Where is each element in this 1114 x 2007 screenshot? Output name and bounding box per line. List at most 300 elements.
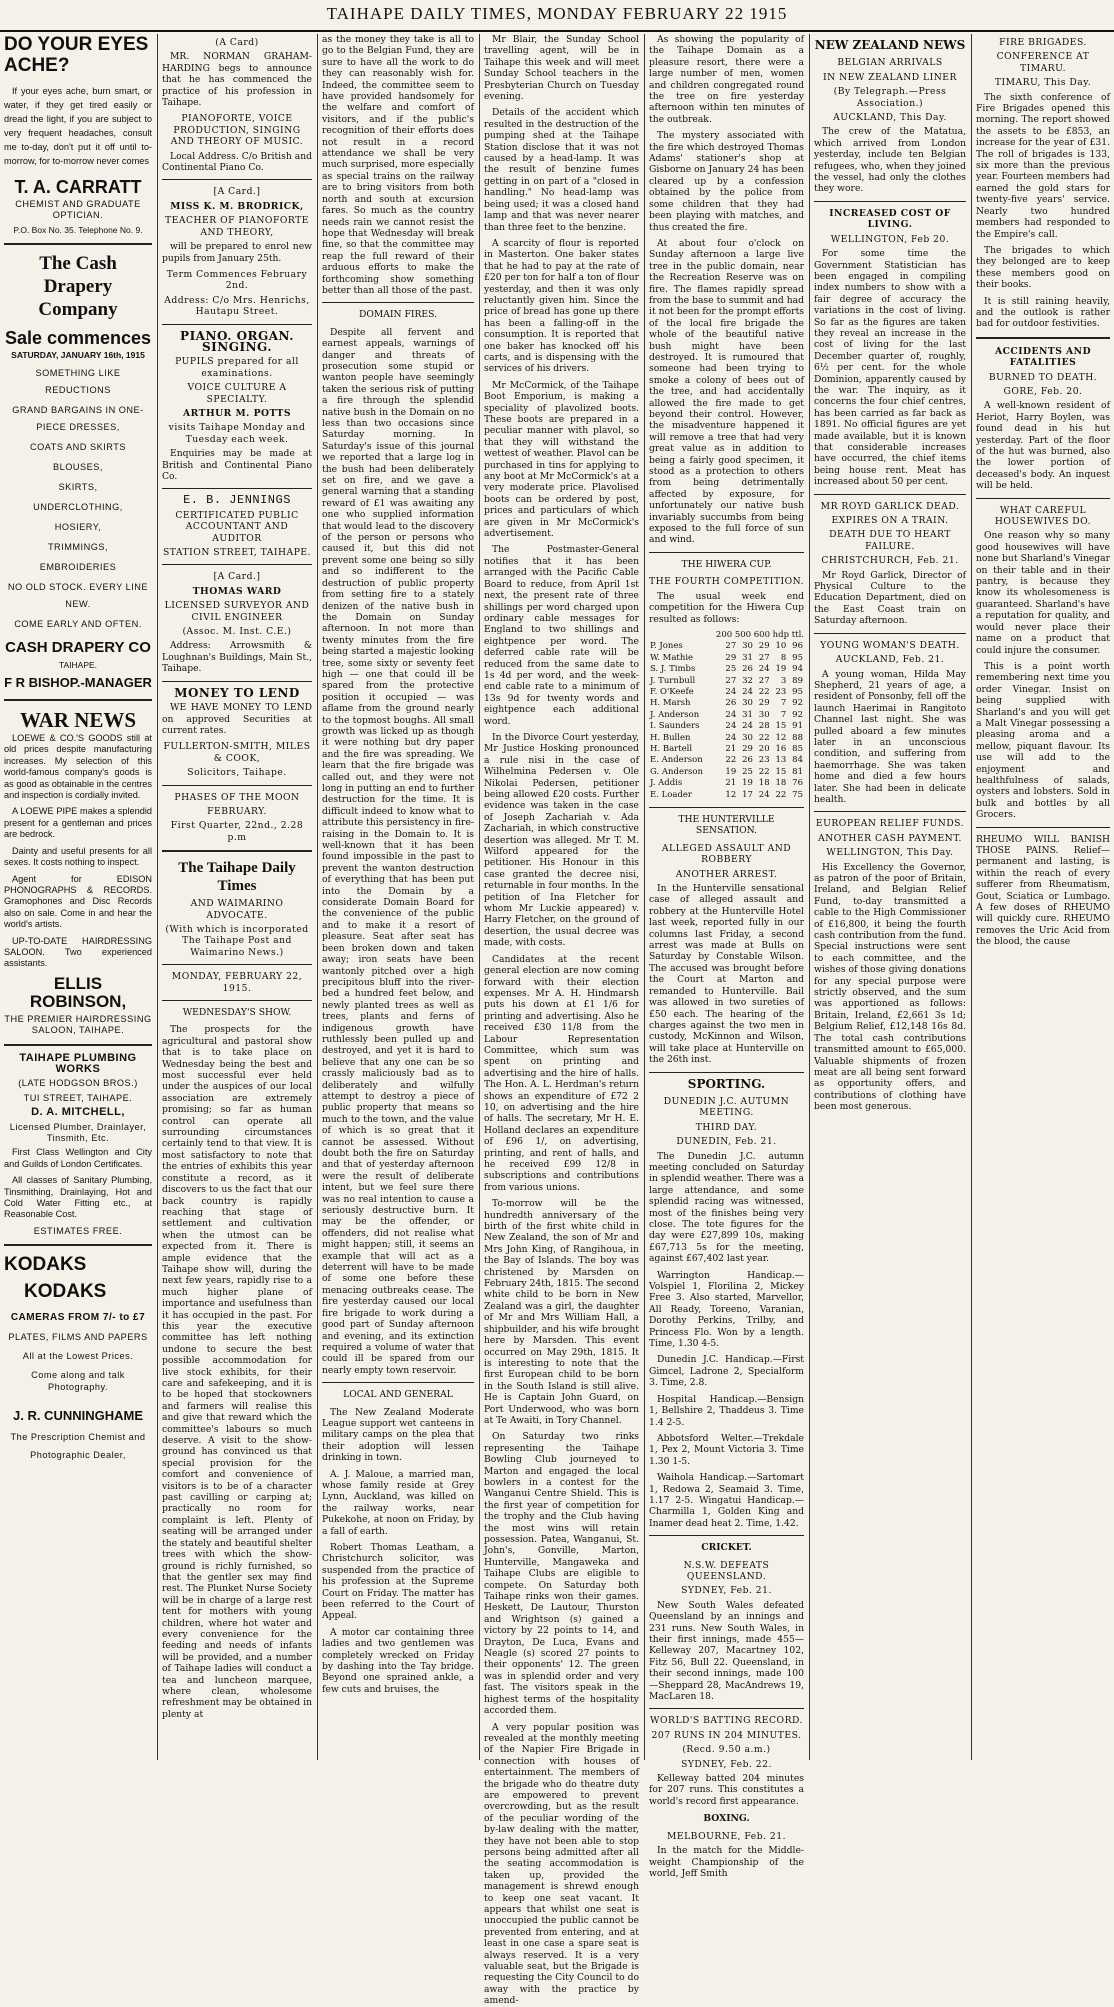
ad-war-dainty: Dainty and useful presents for all sexes. It costs nothing to inspect. — [4, 845, 152, 868]
ad-cash-co: CASH DRAPERY CO — [5, 638, 151, 656]
scores-cell: P. Jones — [650, 641, 683, 652]
ad-carratt-sub: CHEMIST AND GRADUATE OPTICIAN. — [15, 199, 141, 221]
scores-cell: 22 — [775, 789, 787, 800]
ad-ellis-name: ELLIS ROBINSON, — [29, 973, 127, 1011]
scores-row — [649, 721, 804, 732]
ad-sale-item: BLOUSES, — [53, 461, 103, 472]
article-body: For some time the Government Statistician has been engaged in compiling index numbers to show with a fair degree of accuracy the variations in the cost of living. So far as the figures are taken they reveal an increase in the cost of living for the last December quarter of, roughly, 6½ per cent. for the whole Dominion, apparently caused by the war. The inquiry, as it concerns the four chief centres, has been carried as far back as 1891. No official figures are yet made available, but it is known that considerable increases have occurred, the chief items being house rent. Meat has increased about 50 per cent. — [814, 248, 966, 488]
article-body: Mr Royd Garlick, Director of Physical Culture to the Education Department, died on the East Coast train on Saturday afternoon. — [814, 569, 966, 627]
scores-cell: 26 — [725, 698, 737, 709]
column-rule — [479, 34, 480, 1760]
card-potts-enq: Enquiries may be made at British and Continental Piano Co. — [162, 448, 312, 482]
scores-cell: 13 — [775, 755, 787, 766]
scores-cell: 24 — [725, 721, 737, 732]
article-body: A young woman, Hilda May Shepherd, 21 years of age, a resident of Ponsonby, fell off the launch Haerimai in Rangitoto Channel last night. She was pulled aboard a few minutes later in an unconscious condition, and suffering from haemorrhage. She was taken home and died a few hours later. She had been in delicate health. — [814, 668, 966, 805]
scores-cell: 26 — [742, 664, 753, 675]
divider — [322, 302, 474, 303]
scores-cell: 85 — [792, 743, 803, 754]
ad-carratt-box: P.O. Box No. 35. Telephone No. 9. — [13, 224, 143, 235]
scores-header: 200 500 600 hdp ttl. — [715, 629, 804, 640]
divider — [162, 1000, 312, 1001]
scores-cell: 25 — [725, 664, 737, 675]
ad-sale-date: SATURDAY, JANUARY 16th, 1915 — [11, 350, 145, 361]
scores-cell: I. Saunders — [650, 721, 700, 732]
scores-cell: H. Bartell — [650, 743, 693, 754]
ad-sale: Sale commences — [4, 328, 152, 349]
article-heading: MR ROYD GARLICK DEAD. — [820, 500, 960, 512]
article-body: The usual week end competition for the Hiwera Cup resulted as follows: — [649, 590, 804, 625]
scores-cell: 27 — [725, 641, 737, 652]
article-body: Kelleway batted 204 minutes for 207 runs. This constitutes a world's record first appearance. — [649, 1773, 804, 1807]
scores-cell: 10 — [775, 641, 787, 652]
column-6 — [814, 34, 966, 1760]
scores-cell: 84 — [792, 755, 803, 766]
article-body: Robert Thomas Leatham, a Christchurch solicitor, was suspended from the practice of his profession at the Supreme Court on Friday. The matter has been referred to the Court of Appeal. — [322, 1542, 474, 1622]
column-5 — [649, 34, 805, 1879]
scores-cell: 30 — [742, 732, 753, 743]
ad-sale-item: GRAND BARGAINS IN ONE-PIECE DRESSES, — [12, 404, 144, 432]
ad-plumb-street: TUI STREET, TAIHAPE. — [23, 1092, 133, 1103]
article-body: Mr McCormick, of the Taihape Boot Emporium, is making a speciality of plavolized boots. These boots are prepared in a peculiar manner with plavol, so that they will withstand the wettest of weather. Plavol can be purchased in tins for applying to any boot at Mr McCormick's at a very moderate price. Plavolised boots can be ordered by post, prices and particulars of which are given in Mr McCormick's advertisement. — [484, 379, 639, 540]
dateline: TIMARU, This Day. — [994, 77, 1092, 89]
ad-sale-item: EMBROIDERIES — [39, 561, 117, 572]
ad-plumb-all: All classes of Sanitary Plumbing, Tinsmithing, Drainlaying, Hot and Cold Water Fitting etc., at Reasonable Cost. — [4, 1175, 152, 1220]
ad-eyes-title: DO YOUR EYES ACHE? — [4, 34, 149, 76]
article-body: A motor car containing three ladies and two gentlemen was completely wrecked on Friday by dashing into the Tay bridge. Beyond one sprained ankle, a few cuts and bruises, the — [322, 1626, 474, 1695]
article-body: Dunedin J.C. Handicap.—First Gimcel, Ladrone 2, Specialform 3. Time, 2.8. — [649, 1354, 804, 1389]
scores-cell: 95 — [792, 686, 803, 697]
divider — [976, 498, 1110, 499]
article-subheading: THIRD DAY. — [695, 1121, 758, 1133]
scores-row — [649, 641, 804, 652]
article-heading: DUNEDIN J.C. AUTUMN MEETING. — [663, 1095, 790, 1119]
divider — [649, 1072, 804, 1073]
paper-sub: AND WAIMARINO ADVOCATE. — [190, 898, 284, 921]
article-subheading: EXPIRES ON A TRAIN. — [831, 515, 949, 527]
card-ward: THOMAS WARD — [192, 585, 282, 597]
card-brodrick-addr: Address: C/o Mrs. Henrichs, Hautapu Street. — [164, 294, 310, 318]
scores-cell: 32 — [742, 675, 753, 686]
article-body: New South Wales defeated Queensland by an innings and 231 runs. New South Wales, in their first innings, made 455—Kelleway 207, Macartney 102, Fitz 56, Bull 22. Queensland, in their second innings, made 100—Sheppard 28, MacAndrews 19, MacLaren 18. — [649, 1599, 804, 1703]
ad-sale-item: UNDERCLOTHING, — [33, 501, 123, 512]
moon-quarter: First Quarter, 22nd., 2.28 p.m — [170, 820, 304, 843]
article-body: Warrington Handicap.—Volspiel 1, Florilina 2, Mickey Free 3. Also started, Marvellor, All Ready, Toreeno, Varanian, Dorothy Perkins, Trilby, and Princess Flo. Won by a length. Time, 1.30 4-5. — [649, 1269, 804, 1350]
column-7 — [976, 34, 1110, 1760]
ad-rheumo: RHEUMO WILL BANISH THOSE PAINS. Relief—permanent and lasting, is within the reach of every sufferer from Rheumatism, Gout, Sciatica or Lumbago. A few doses of RHEUMO will quickly cure. RHEUMO removes the Uric Acid from the blood, the cause — [976, 833, 1110, 948]
article-body: One reason why so many good housewives will have none but Sharland's Vinegar on their table and in their pantry, is because they know its wholesomeness is guaranteed. Sharland's have a reputation for quality, and would never place their name on a product that could injure the consumer. — [976, 530, 1110, 656]
article-body: The mystery associated with the fire which destroyed Thomas Adams' stationer's shop at Gisborne on January 24 has been cleared up by a confession obtained by the police from some children that they had been playing with matches, and thus created the fire. — [649, 130, 804, 233]
article-body: In the Divorce Court yesterday, Mr Justice Hosking pronounced a rule nisi in the case of Wilhelmina Pedersen v. Ole Nikolai Pedersen, petitioner being allowed £20 costs. Further evidence was taken in the case of Joseph Zachariah v. Ada Zachariah, in which constructive desertion was alleged. Mr T. M. Wilford appeared for the petitioner. His Honour in this case granted the decree nisi, returnable in four months. In the petition of Ina Fletcher for whom Mr Luckie appeared) v. Harry Fletcher, on the ground of desertion, the usual decree was made, with costs. — [484, 731, 639, 949]
ad-sale-item: SKIRTS, — [58, 481, 98, 492]
scores-cell: 31 — [742, 709, 753, 720]
scores-cell: S. J. Timbs — [650, 664, 696, 675]
divider — [162, 850, 312, 852]
article-body: The Dunedin J.C. autumn meeting concluded on Saturday in splendid weather. There was a large attendance, and some splendid racing was witnessed, most of the finishes being very close. The tote figures for the day were £27,899 10s, making £67,713 5s for the meeting, against £67,402 last year. — [649, 1150, 804, 1265]
article-body: On Saturday two rinks representing the Taihape Bowling Club journeyed to Marton and engaged the local bowlers in a contest for the Wanganui Centre Shield. This is the first year of competition for the trophy and the Club having the most wins will retain possession. Patea, Wanganui, St. John's, Gonville, Marton, Hunterville, Mangaweka and Taihape Clubs are eligible to compete. On Saturday both Taihape rinks won their games. Heskett, De Lautour, Thurston and Wrightson (s) gained a victory by 22 points to 14, and Drayton, De Luca, Evans and Neagle (s) scored 27 points to their opponents' 12. The green was in splendid order and very fast. The visitors speak in the highest terms of the hospitality accorded them. — [484, 1431, 639, 1717]
article-body: The prospects for the agricultural and pastoral show that is to take place on Wednesday being the best and most successful ever held under the auspices of our local association are extremely promising; so far as human control can operate all surrounding circumstances certainly tend to that view. It is most satisfactory to note that the entries of exhibits this year constitute a record, as it discovers to us the fact that our back country is rapidly reaching that stage of settlement and cultivation when the utmost can be expected from it. There is ample evidence that the Taihape show will, during the next few years, rapidly rise to a much higher plane of importance and usefulness than it has occupied in the past. For this year the executive committee has left nothing undone to secure the best possible accommodation for live stock exhibits, for their care and safekeeping, and it is to be hoped that stockowners and farmers will realise this and give that reward which the committee's labours so much deserve. A visit to the show-ground has convinced us that special provision for the comfort and convenience of visitors is to be of a character past cavilling or carping at; practically no room for complaint is left. Plenty of seating will be arranged under the stately and beautiful shelter trees with which the show-ground is richly furnished, so that the gentler sex may find rest. The Plunket Nurse Society will be in charge of a large rest tent for mothers with young children, where hot water and every convenience for the feeding and needs of infants will be provided, and a number of Taihape ladies will conduct a tea and luncheon marquee, where clean, wholesome refreshment may be obtained in plenty at — [162, 1024, 312, 1720]
article-body: Despite all fervent and earnest appeals, warnings of danger and threats of prosecution some stupid or wanton people have seemingly taken the serious risk of putting a fire through the splendid native bush in the Domain on no less than two occasions since Saturday morning. In Saturday's issue of this journal we reported that a large log in the bush had been deliberately set on fire, and we gave a general warning that a standing reward of £1 was awaiting any one who supplied information that would lead to the discovery of the person or persons who caused it, but this did not prevent some one being so silly and so indifferent to the destruction of public property from setting fire to a stately denizen of the native bush in the Domain on Sunday afternoon. In not more than twenty minutes from the fire being started a majestic looking tree, some sixty or seventy feet high — one that could ill be spared from the protective position it occupied — was aflame from the ground nearly to the topmost boughs. All small growth was licked up as though it were nothing but dry paper and the fire was spreading. We learn that the fire brigade was called out, and they were not long in putting an end to further destruction for the time. It is difficult indeed to know what to attribute this persistency in fire-raising in the Domain to. It is well-known that it has been found impossible in the past to prevent the wanton destruction of everything that has been put into the Domain by a considerate Domain Board for the convenience of the public and to make it a resort of pleasure. Seat after seat has been broken down and taken away; iron seats have been wantonly pitched over a high precipitous bluff into the river-bed a hundred feet below, and newly planted trees as well as trees, plants and ferns of indigenous growth have ruthlessly been pulled up and destroyed, and yet it is hard to believe that any one can be so crassly maliciously bad as to deliberately and wilfully attempt to destroy a piece of public property that means so much to the town, and the value of which is so great that it cannot be assessed. Without doubt both the fire on Saturday and that of yesterday afternoon were the result of deliberate intent, but we feel sure there was no real intention to cause a seriously destructive burn. It may be the offender, or offenders, did not realise what might happen; still, it seems an example that will act as a deterrent will have to be made of some one before these menacing outbreaks cease. The fire yesterday caused our local fire brigade to work during a good part of Sunday afternoon and evening, and its extinction required a volume of water that could ill be spared from our nearly empty town reservoir. — [322, 326, 474, 1376]
scores-cell: J. Turnbull — [650, 675, 696, 686]
scores-cell: 24 — [725, 732, 737, 743]
article-heading: DOMAIN FIRES. — [358, 309, 438, 321]
article-heading: THE HIWERA CUP. — [681, 558, 772, 570]
scores-cell: J. Anderson — [650, 709, 700, 720]
scores-cell: 75 — [792, 789, 803, 800]
ad-come: Come along and talk Photography. — [31, 1370, 125, 1392]
card-jennings-street: STATION STREET, TAIHAPE. — [162, 547, 311, 559]
scores-cell: 23 — [775, 686, 787, 697]
article-heading: WHAT CAREFUL HOUSEWIVES DO. — [994, 504, 1092, 528]
card-ward-assoc: (Assoc. M. Inst. C.E.) — [182, 626, 292, 638]
card-label: (A Card) — [215, 37, 259, 48]
scores-cell: 28 — [758, 721, 770, 732]
divider — [976, 337, 1110, 339]
scores-row — [649, 767, 804, 778]
ad-kodaks-1: KODAKS — [4, 1254, 87, 1276]
scores-row — [649, 778, 804, 789]
card-piano: PIANO. ORGAN. SINGING. — [180, 328, 294, 354]
scores-cell: 7 — [780, 698, 787, 709]
scores-cell: 22 — [758, 686, 770, 697]
divider — [814, 494, 966, 495]
card-brodrick-body: will be prepared to enrol new pupils from January 25th. — [162, 241, 312, 264]
ad-carratt-name: T. A. CARRATT — [14, 177, 142, 197]
scores-cell: 29 — [758, 698, 770, 709]
scores-cell: 17 — [742, 789, 753, 800]
section-heading: CRICKET. — [701, 1542, 752, 1554]
divider — [162, 564, 312, 565]
scores-cell: 15 — [775, 721, 787, 732]
scores-cell: 26 — [742, 755, 753, 766]
ad-sale-item: HOSIERY, — [54, 521, 102, 532]
scores-cell: 7 — [780, 709, 787, 720]
divider — [814, 811, 966, 812]
divider — [162, 964, 312, 965]
scores-cell: 18 — [758, 778, 770, 789]
article-heading: WORLD'S BATTING RECORD. — [650, 1715, 803, 1727]
scores-cell: W. Mathie — [650, 652, 694, 663]
scores-cell: 27 — [758, 652, 770, 663]
scores-cell: 22 — [725, 755, 737, 766]
column-rule — [157, 34, 158, 1760]
scores-cell: 92 — [792, 709, 803, 720]
ad-plumb-role: Licensed Plumber, Drainlayer, Tinsmith, Etc. — [9, 1121, 147, 1143]
ad-sale-item: COME EARLY AND OFTEN. — [14, 618, 142, 629]
column-1-ads — [4, 34, 152, 1760]
scores-table — [649, 641, 804, 801]
divider — [976, 827, 1110, 828]
scores-cell: 3 — [780, 675, 787, 686]
scores-cell: 23 — [758, 755, 770, 766]
scores-cell: 12 — [725, 789, 737, 800]
card-fuller: FULLERTON-SMITH, MILES & COOK, — [163, 741, 311, 764]
article-body: As showing the popularity of the Taihape Domain as a pleasure resort, there were a large number of men, women and children congregated round the tree on fire yesterday afternoon within ten minutes of the outbreak. — [649, 34, 804, 125]
ad-ellis-sub: THE PREMIER HAIRDRESSING SALOON, TAIHAPE. — [4, 1013, 152, 1036]
ad-plumb-late: (LATE HODGSON BROS.) — [18, 1078, 138, 1089]
scores-cell: 24 — [725, 686, 737, 697]
ad-sale-item: NO OLD STOCK. EVERY LINE NEW. — [7, 581, 149, 609]
divider — [162, 179, 312, 180]
scores-cell: J. Addis — [650, 778, 683, 789]
scores-cell: 25 — [742, 766, 753, 777]
scores-cell: 19 — [725, 766, 737, 777]
paper-date: MONDAY, FEBRUARY 22, 1915. — [171, 971, 303, 994]
article-body: A. J. Maloue, a married man, whose family reside at Grey Lynn, Auckland, was killed on the railway works, near Pukekohe, at noon on Friday, by a fall of earth. — [322, 1468, 474, 1537]
article-body: This is a point worth remembering next time you order Vinegar. Insist on being supplied with Sharland's and you will get a Malt Vinegar possessing a pleasing aroma and a mellow, piquant flavour. Its use will add to the enjoyment and healthfulness of salads, oysters and lobsters. Sold in bulk and bottles by all Grocers. — [976, 660, 1110, 821]
article-body: The sixth conference of Fire Brigades opened this morning. The report showed the assets to be £853, an increase for the year of £31. The roll of brigades is 133, six more than the previous year. Fourteen members had earned the gold stars for twenty-five years' service. Nearly two hundred members had responded to the Empire's call. — [976, 91, 1110, 240]
scores-cell: 27 — [725, 675, 737, 686]
ad-war-pipe: A LOEWE PIPE makes a splendid present for a gentleman and prices are bedrock. — [4, 806, 152, 840]
scores-row — [649, 653, 804, 664]
card-harding-sub: PIANOFORTE, VOICE PRODUCTION, SINGING AND THEORY OF MUSIC. — [170, 113, 304, 148]
article-body: A scarcity of flour is reported in Masterton. One baker states that he had to pay at the rate of £20 per ton for half a ton of flour yesterday, and then it was only reluctantly given him. Since the price of bread has gone up there has been a falling-off in the consumption. It is reported that one baker has knocked off his carts, and is dispensing with the services of his drivers. — [484, 237, 639, 375]
dateline: SYDNEY, Feb. 21. — [681, 1585, 772, 1597]
article-body: The brigades to which they belonged are to keep these members good on their books. — [976, 244, 1110, 291]
divider — [4, 243, 152, 245]
dateline: WELLINGTON, Feb 20. — [830, 233, 950, 245]
ad-cash-mgr: F R BISHOP.-MANAGER — [4, 675, 152, 691]
scores-cell: 76 — [792, 778, 803, 789]
article-heading: BURNED TO DEATH. — [988, 371, 1098, 383]
dateline: MELBOURNE, Feb. 21. — [666, 1830, 787, 1842]
divider — [814, 201, 966, 202]
scores-cell: E. Loader — [650, 789, 692, 800]
article-subheading: ANOTHER ARREST. — [675, 868, 778, 880]
scores-row — [649, 755, 804, 766]
ad-sale-item: COATS AND SKIRTS — [30, 441, 126, 452]
scores-cell: 12 — [775, 732, 787, 743]
card-voice: VOICE CULTURE A SPECIALTY. — [187, 382, 287, 405]
divider — [162, 681, 312, 682]
dateline: WELLINGTON, This Day. — [826, 847, 954, 859]
scores-cell: H. Bullen — [650, 732, 691, 743]
article-subheading: DEATH DUE TO HEART FAILURE. — [829, 529, 951, 552]
dateline: AUCKLAND, This Day. — [833, 112, 947, 124]
article-body: A very popular position was revealed at the monthly meeting of the Napier Fire Brigade in connection with houses of entertainment. The members of the brigade who do theatre duty are empowered to prevent overcrowding, but as the result of the peculiar wording of the by-law dealing with the matter, they have not been able to stop persons being admitted after all the seating accommodation is taken up, provided the management is shrewd enough to keep one seat vacant. It appears that whilst one seat is unoccupied the public cannot be prevented from entering, and at least in one case a spare seat is always reserved. It is a very valuable seat, but the Brigade is requesting the City Council to do away with the practice by amend- — [484, 1721, 639, 2007]
column-rule — [971, 34, 972, 1760]
divider — [649, 807, 804, 808]
ad-kodaks-2: KODAKS — [24, 1281, 107, 1303]
divider — [4, 699, 152, 701]
scores-cell: 96 — [792, 641, 803, 652]
ad-plumb-name: D. A. MITCHELL, — [31, 1106, 125, 1119]
card-fuller-sub: Solicitors, Taihape. — [187, 767, 287, 779]
scores-cell: 24 — [725, 709, 737, 720]
article-body: The New Zealand Moderate League support wet canteens in military camps on the plea that their adoption will lessen drinking in town. — [322, 1406, 474, 1464]
moon-heading: PHASES OF THE MOON — [174, 791, 300, 803]
scores-row — [649, 676, 804, 687]
moon-month: FEBRUARY. — [207, 805, 267, 817]
scores-cell: E. Anderson — [650, 755, 703, 766]
scores-cell: 88 — [792, 732, 803, 743]
article-body: Abbotsford Welter.—Trekdale 1, Pex 2, Mount Victoria 3. Time 1.30 1-5. — [649, 1432, 804, 1467]
scores-cell: 20 — [758, 743, 770, 754]
ad-jr-name: J. R. CUNNINGHAME — [12, 1408, 143, 1424]
scores-cell: 15 — [775, 766, 787, 777]
card-brodrick-term: Term Commences February 2nd. — [166, 268, 308, 292]
article-heading: EUROPEAN RELIEF FUNDS. — [815, 818, 965, 830]
ad-cameras: CAMERAS FROM 7/- to £7 — [10, 1312, 146, 1324]
article-body: His Excellency the Governor, as patron of the poor of Britain, Ireland, and Belgian Relief Fund, to-day transmitted a cable to the High Commissioner of £16,800, it being the fourth cash contribution from the fund. Special instructions were sent to each committee, and the wishes of those giving donations for any special purpose were strictly observed, and the sum was apportioned as follows: Britain, Ireland, £2,661 3s 1d; Belgium Relief, £12,148 16s 8d. The total cash contributions transmitted amount to £65,000. Valuable shipments of frozen meat are all being sent forward as opportunity offers, and contributions of clothing have been most generous. — [814, 861, 966, 1113]
scores-cell: 24 — [758, 664, 770, 675]
card-potts-body: visits Taihape Monday and Tuesday each week. — [168, 422, 306, 445]
paper-title: The Taihape Daily Times — [178, 860, 296, 895]
column-rule — [317, 34, 318, 1760]
article-body: It is still raining heavily, and the outlook is rather bad for outdoor festivities. — [976, 295, 1110, 330]
article-heading: INCREASED COST OF LIVING. — [829, 207, 951, 231]
card-ward-sub: LICENSED SURVEYOR AND CIVIL ENGINEER — [164, 600, 310, 623]
article-body: Hospital Handicap.—Bensign 1, Bellshire 2, Thaddeus 3. Time 1.4 2-5. — [649, 1393, 804, 1428]
scores-row — [649, 744, 804, 755]
scores-cell: 8 — [780, 652, 787, 663]
ad-war-edison: Agent for EDISON PHONOGRAPHS & RECORDS. Gramophones and Disc Records also on sale. Come in and hear the world's artists. — [4, 873, 152, 930]
card-pupils: PUPILS prepared for all examinations. — [175, 356, 299, 379]
article-heading: THE HUNTERVILLE SENSATION. — [678, 814, 775, 837]
scores-cell: 30 — [758, 709, 770, 720]
article-body: At about four o'clock on Sunday afternoon a large live tree in the public domain, near the Recreation Reserve was on fire. The flames rapidly spread from the base to summit and had it not been for the prompt efforts of the local fire brigade the whole of the beautiful native bush might have been destroyed. It is rumoured that someone had been trying to smoke a colony of bees out of the tree, and had accidentally allowed the fire made to get beyond their control. However, the misadventure happened it will remove a tree that had very great value as in addition to being a fairly good specimen, it stood as a protection to others from being detrimentally affected by exposure, for unfortunately our native bush invariably succumbs from being exposed to the full force of sun and wind. — [649, 237, 804, 546]
press-line: (By Telegraph.—Press Association.) — [833, 86, 947, 109]
scores-cell: F. O'Keefe — [650, 686, 694, 697]
dateline: GORE, Feb. 20. — [1003, 385, 1083, 397]
dateline: (Recd. 9.50 a.m.) — [682, 1744, 771, 1756]
ad-cash-title: The Cash Drapery Company — [38, 253, 118, 321]
card-ward-addr: Address: Arrowsmith & Loughnan's Buildings, Main St., Taihape. — [162, 640, 312, 675]
divider — [162, 488, 312, 489]
scores-cell: H. Marsh — [650, 698, 691, 709]
card-money-body: WE HAVE MONEY TO LEND on approved Securities at current rates. — [162, 702, 312, 736]
scores-cell: 92 — [792, 698, 803, 709]
article-subheading: ALLEGED ASSAULT AND ROBBERY — [661, 842, 792, 866]
divider — [649, 1535, 804, 1536]
ad-plumb-estimates: ESTIMATES FREE. — [33, 1225, 123, 1236]
ad-cash-town: TAIHAPE. — [58, 659, 98, 670]
scores-row — [649, 733, 804, 744]
ad-war-news: WAR NEWS — [19, 708, 137, 733]
article-body: In the Hunterville sensational case of alleged assault and robbery at the Hunterville Hotel last week, reported fully in our columns last Friday, a second arrest was made at Bulls on Saturday by Constable Wilson. The accused was brought before the Court at Marton and remanded to Hunterville. Bail was allowed in two sureties of £50 each. The hearing of the charges against the two men in custody, McKinnon and Wilson, will take place at Hunterville on the 26th inst. — [649, 883, 804, 1066]
article-body: The crew of the Matatua, which arrived from London yesterday, include ten Belgian refugees, who, when they joined the vessel, had only the clothes they wore. — [814, 126, 966, 195]
section-heading: BOXING. — [703, 1813, 750, 1825]
card-harding-addr: Local Address. C/o British and Continental Piano Co. — [162, 150, 312, 174]
scores-cell: 16 — [775, 743, 787, 754]
article-body: To-morrow will be the hundredth anniversary of the birth of the first white child in New Zealand, the son of Mr and Mrs John King, of Rangihoua, in the Bay of Islands. The boy was christened by Marsden on February 24th, 1815. The second white child to be born in New Zealand was a girl, the daughter of Mr and Mrs William Hall, a shipbuilder, and his wife brought here by Marsden. This event occurred on May 29th, 1815. It is interesting to note that the first European child to be born in the South Island is still alive. He is Captain John Guard, on Port Underwood, who was born at Te Awaiti, in Tory Channel. — [484, 1198, 639, 1426]
article-subheading: 207 RUNS IN 204 MINUTES. — [651, 1729, 802, 1741]
card-jennings-sub: CERTIFICATED PUBLIC ACCOUNTANT AND AUDITOR — [175, 509, 299, 544]
ad-sale-item: TRIMMINGS, — [47, 541, 109, 552]
divider — [649, 1708, 804, 1709]
masthead: TAIHAPE DAILY TIMES, MONDAY FEBRUARY 22 1915 — [0, 0, 1114, 32]
paper-incorporated: (With which is incorporated The Taihape Post and Waimarino News.) — [165, 923, 309, 958]
article-subheading: IN NEW ZEALAND LINER — [823, 71, 957, 83]
dateline: AUCKLAND, Feb. 21. — [835, 654, 945, 666]
article-body: In the match for the Middle-weight Championship of the world, Jeff Smith — [649, 1845, 804, 1879]
section-heading: SPORTING. — [687, 1076, 766, 1091]
scores-cell: 24 — [758, 789, 770, 800]
article-body: A well-known resident of Heriot, Harry Boylen, was found dead in his hut yesterday. Part of the floor of the hut was burned, also the lower portion of deceased's body. An inquest will be held. — [976, 400, 1110, 492]
article-heading: FIRE BRIGADES. — [999, 37, 1087, 48]
article-body: The Postmaster-General notifies that it has been arranged with the Pacific Cable Board to reduce, from April 1st next, the present rate of three shillings per word charged upon ordinary cable messages for England to two shillings and eightpence per word. The deferred cable rate will be reduced from the same date to 1s 4d per word, and the week-end cable rate to a minimum of 13s 9d for twenty words and eightpence each additional word. — [484, 544, 639, 727]
article-body: Details of the accident which resulted in the destruction of the pumping shed at the Taihape Station disclose that it was not caused by a head-lamp. It was the result of benzine fumes getting in on part of a "closed in handling." No head-lamp was being used; it was a closed hand lamp and that was never nearer than three feet to the benzine. — [484, 107, 639, 233]
scores-cell: 24 — [742, 721, 753, 732]
scores-cell: 81 — [792, 766, 803, 777]
ad-war-body: LOEWE & CO.'S GOODS still at old prices despite manufacturing increases. My selection of this world-famous company's goods is as good as obtainable in the centres and inspection is cordially invited. — [4, 733, 152, 801]
scores-cell: 29 — [758, 641, 770, 652]
scores-cell: 19 — [742, 778, 753, 789]
article-subheading: CONFERENCE AT TIMARU. — [996, 51, 1090, 74]
article-subheading: ANOTHER CASH PAYMENT. — [818, 832, 962, 844]
scores-cell: 21 — [725, 743, 737, 754]
scores-cell: 21 — [725, 778, 737, 789]
scores-row — [649, 687, 804, 698]
ad-sale-item: SOMETHING LIKE REDUCTIONS — [35, 367, 121, 395]
divider — [649, 552, 804, 553]
article-body: Mr Blair, the Sunday School travelling agent, will be in Taihape this week and will meet Sunday School teachers in the Presbyterian Church on Tuesday evening. — [484, 34, 639, 103]
card-potts: ARTHUR M. POTTS — [183, 407, 291, 419]
scores-cell: 29 — [742, 743, 753, 754]
ad-plates: PLATES, FILMS AND PAPERS — [8, 1331, 148, 1342]
scores-cell: 89 — [792, 675, 803, 686]
ad-jr-sub: The Prescription Chemist and Photographic Dealer, — [10, 1432, 146, 1461]
scores-row — [649, 790, 804, 801]
card-brodrick-sub: TEACHER OF PIANOFORTE AND THEORY, — [165, 215, 309, 238]
card-label: [A Card.] — [213, 186, 261, 198]
column-2 — [162, 34, 312, 1760]
scores-cell: G. Anderson — [650, 766, 703, 777]
scores-cell: 19 — [775, 664, 787, 675]
article-subheading: THE FOURTH COMPETITION. — [649, 576, 805, 588]
article-heading: N.S.W. DEFEATS QUEENSLAND. — [683, 1559, 770, 1582]
dateline: CHRISTCHURCH, Feb. 21. — [821, 555, 959, 567]
article-body: Waihola Handicap.—Sartomart 1, Redowa 2, Seamaid 3. Time, 1.17 2-5. Wingatui Handicap.—Charmilla 1, Golden King and Inamer dead heat 2. Time, 1.42. — [649, 1472, 804, 1529]
card-jennings: E. B. JENNINGS — [183, 493, 291, 508]
column-rule — [644, 34, 645, 1760]
ad-plumb-title: TAIHAPE PLUMBING WORKS — [19, 1051, 137, 1075]
scores-cell: 95 — [792, 652, 803, 663]
article-heading: BELGIAN ARRIVALS — [837, 57, 943, 69]
divider — [4, 1044, 152, 1046]
dateline: DUNEDIN, Feb. 21. — [676, 1136, 777, 1148]
scores-cell: 27 — [758, 675, 770, 686]
scores-cell: 18 — [775, 778, 787, 789]
scores-cell: 30 — [742, 641, 753, 652]
divider — [322, 1382, 474, 1383]
divider — [4, 1244, 152, 1246]
article-body: as the money they take is all to go to the Belgian Fund, they are sure to have all the work to do they can reasonably wish for. Indeed, the committee seem to have provided handsomely for the welfare and comfort of visitors, and if the public's recognition of their efforts does not result in a record attendance we shall be very much surprised, more especially as special trains on the railway are to bring visitors from both north and south at excursion fares. So much as the country needs rain we cannot resist the hope that Wednesday will break fine, so that the committee may reap the full reward of their arduous efforts to make the forthcoming show something better than all those of the past. — [322, 34, 474, 296]
card-label: [A Card.] — [213, 571, 261, 583]
scores-cell: 31 — [742, 652, 753, 663]
scores-cell: 22 — [758, 732, 770, 743]
column-3 — [322, 34, 474, 1760]
scores-cell: 22 — [758, 766, 770, 777]
scores-row — [649, 698, 804, 709]
divider — [162, 324, 312, 325]
scores-cell: 94 — [792, 664, 803, 675]
scores-cell: 29 — [725, 652, 737, 663]
article-heading: WEDNESDAY'S SHOW. — [182, 1007, 292, 1018]
dateline: SYDNEY, Feb. 22. — [681, 1758, 772, 1770]
divider — [814, 633, 966, 634]
scores-cell: 30 — [742, 698, 753, 709]
scores-cell: 91 — [792, 721, 803, 732]
card-money: MONEY TO LEND — [174, 685, 300, 700]
section-heading: ACCIDENTS AND FATALITIES — [994, 345, 1092, 369]
column-4 — [484, 34, 639, 2007]
column-rule — [809, 34, 810, 1760]
ad-eyes-body: If your eyes ache, burn smart, or water, if they get tired easily or dread the light, if you are subject to very frequent headaches, consult me to-day, don't put it off until to-morrow, for to-morrow never comes — [4, 86, 152, 166]
scores-row — [649, 664, 804, 675]
divider — [162, 785, 312, 786]
ad-hair: UP-TO-DATE HAIRDRESSING SALOON. Two experienced assistants. — [4, 935, 152, 969]
article-body: Candidates at the recent general election are now coming forward with their election expenses. Mr A. H. Hindmarsh puts his down at £1 1/6 for printing and advertising. Also he received £30 11/8 from the Labour Representation Committee, which sum was spent on printing and advertising and the hire of halls. The Hon. A. L. Herdman's return shows an expenditure of £72 2 10, on advertising and the hire of halls. The secretary, Mr H. E. Holland declares an expenditure of £96 1/, on advertising, printing, and rent of halls, and he received £99 12/8 in subscriptions and contributions from various unions. — [484, 953, 639, 1193]
